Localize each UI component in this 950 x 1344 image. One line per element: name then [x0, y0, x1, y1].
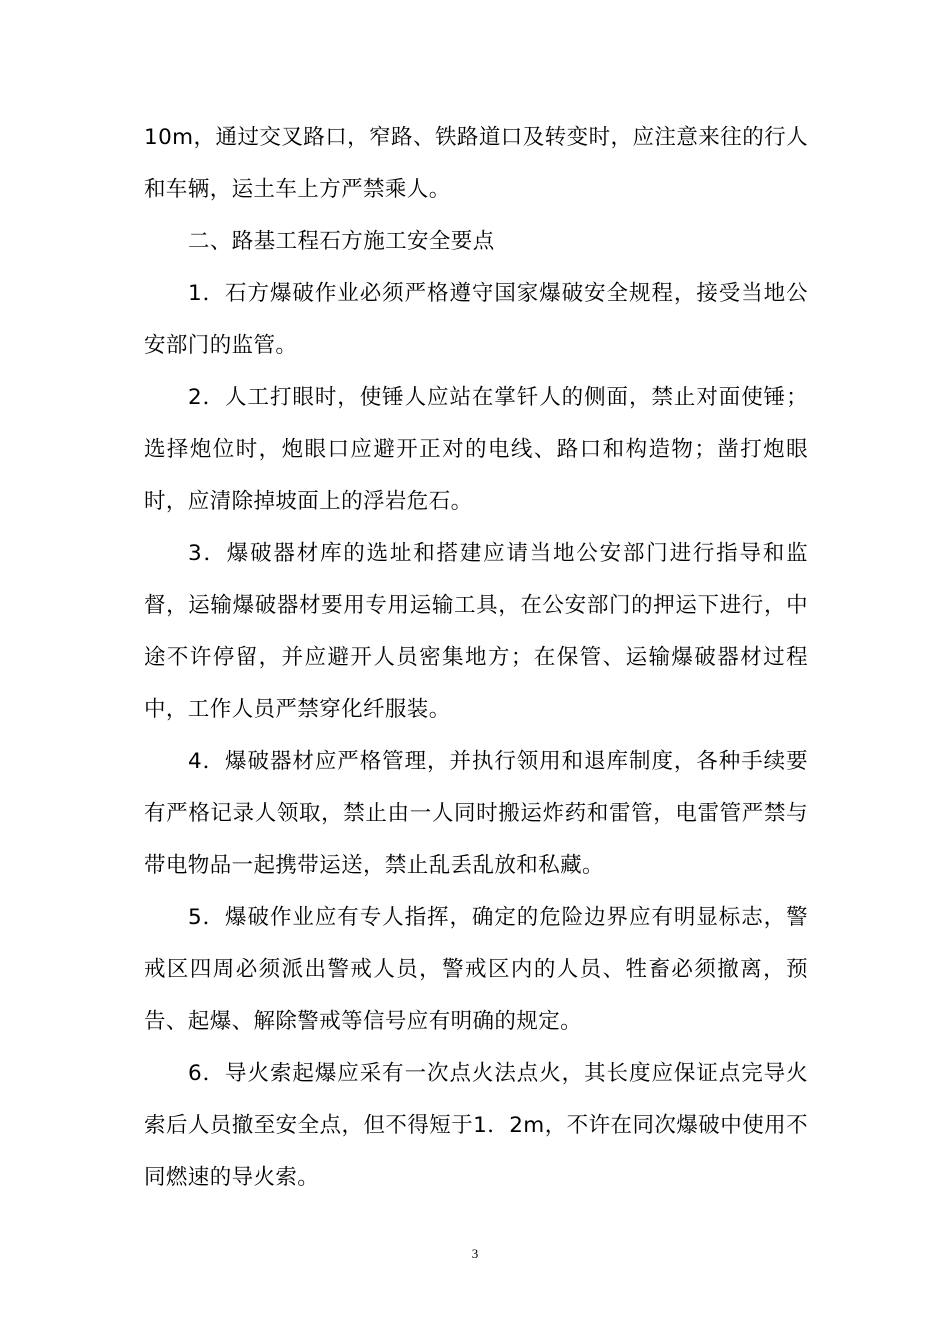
paragraph-item-3: 3．爆破器材库的选址和搭建应请当地公安部门进行指导和监督，运输爆破器材要用专用运输工具，在公安部门的押运下进行，中途不许停留，并应避开人员密集地方；在保管、运输爆破器材过程中，工作人员严禁穿化纤服装。	[144, 541, 808, 722]
paragraph-item-2: 2．人工打眼时，使锤人应站在掌钎人的侧面，禁止对面使锤；选择炮位时，炮眼口应避开正对的电线、路口和构造物；凿打炮眼时，应清除掉坡面上的浮岩危石。	[144, 385, 808, 514]
paragraph-item-5: 5．爆破作业应有专人指挥，确定的危险边界应有明显标志，警戒区四周必须派出警戒人员，警戒区内的人员、牲畜必须撤离，预告、起爆、解除警戒等信号应有明确的规定。	[144, 905, 808, 1034]
document-body	[144, 112, 808, 1204]
section-heading: 二、路基工程石方施工安全要点	[188, 229, 495, 254]
page-number: 3	[471, 1246, 479, 1261]
paragraph-item-1: 1．石方爆破作业必须严格遵守国家爆破安全规程，接受当地公安部门的监管。	[144, 281, 808, 358]
paragraph-item-4: 4．爆破器材应严格管理，并执行领用和退库制度，各种手续要有严格记录人领取，禁止由一人同时搬运炸药和雷管，电雷管严禁与带电物品一起携带运送，禁止乱丢乱放和私藏。	[144, 749, 808, 878]
paragraph-continuation: 10m，通过交叉路口，窄路、铁路道口及转变时，应注意来往的行人和车辆，运土车上方严禁乘人。	[144, 125, 808, 202]
paragraph-item-6: 6．导火索起爆应采有一次点火法点火，其长度应保证点完导火索后人员撤至安全点，但不得短于1．2m，不许在同次爆破中使用不同燃速的导火索。	[144, 1061, 808, 1190]
